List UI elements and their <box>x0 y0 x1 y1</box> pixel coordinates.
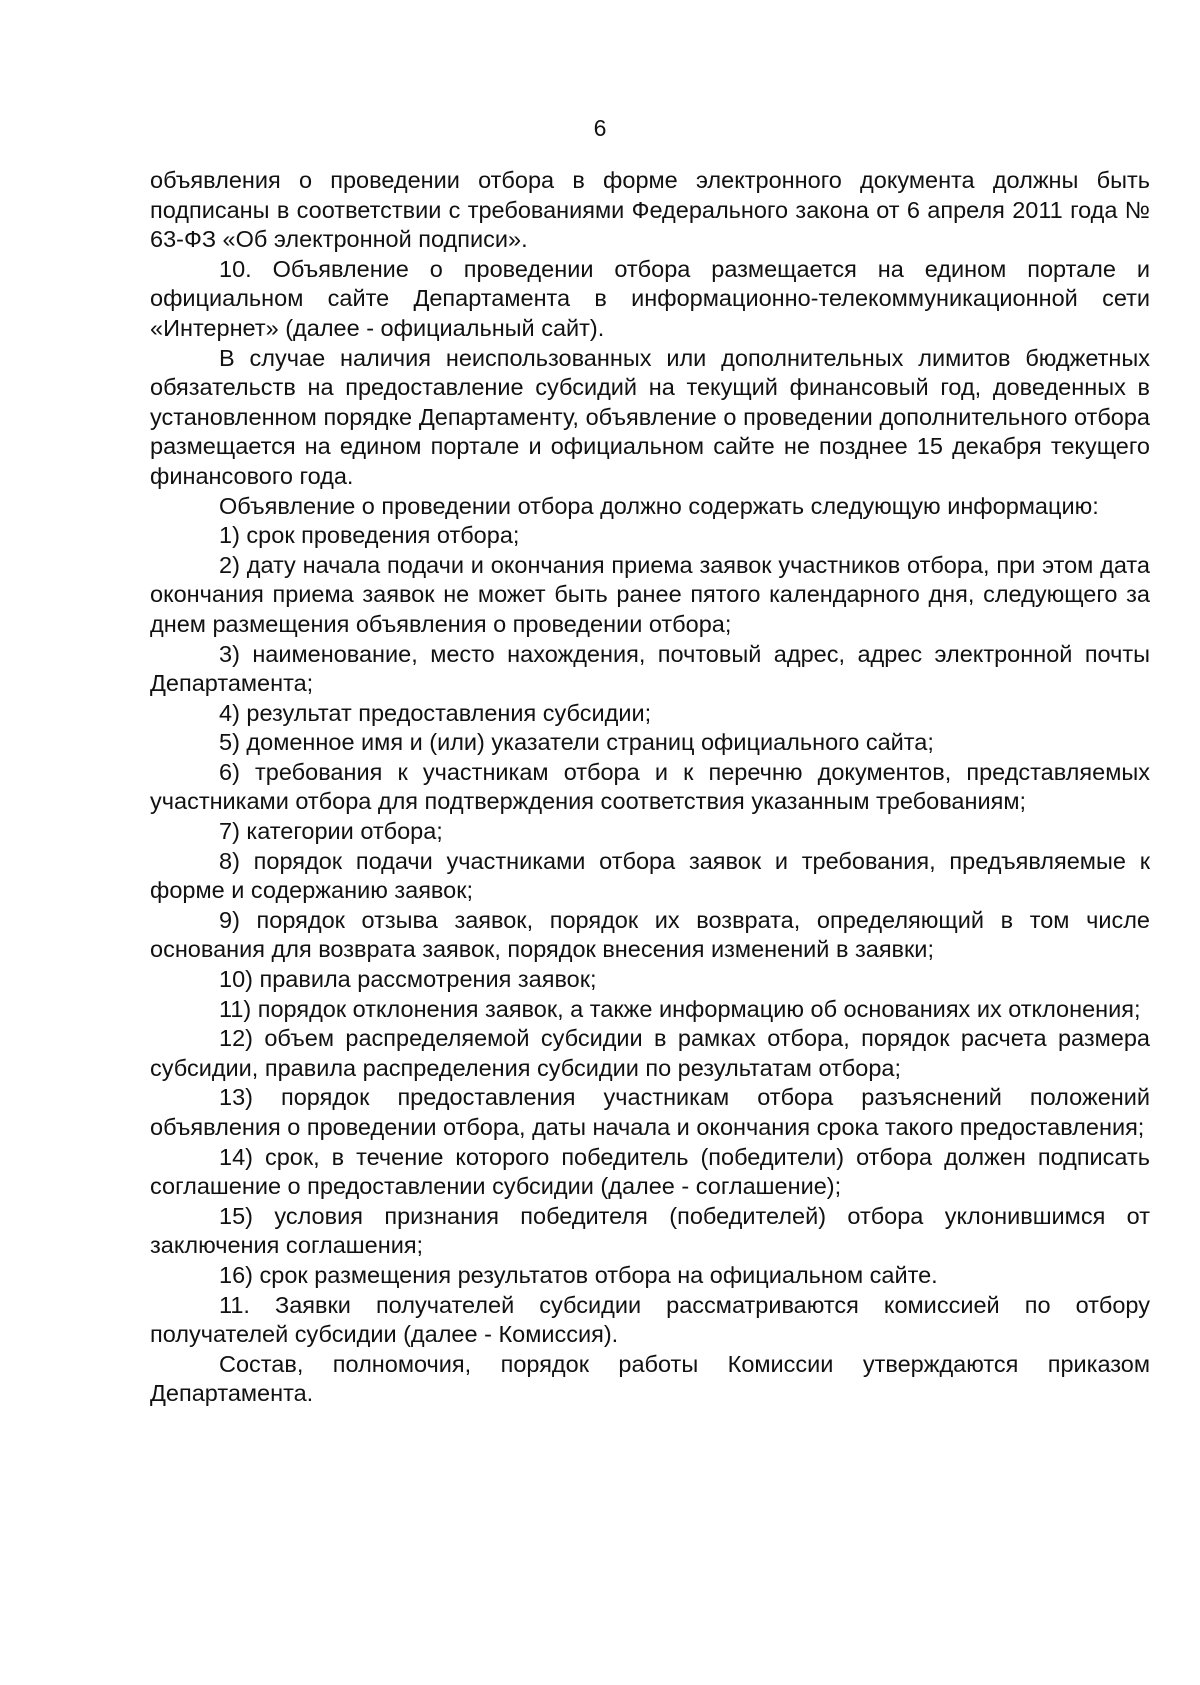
list-item: 10) правила рассмотрения заявок; <box>219 966 597 993</box>
list-item: 1) срок проведения отбора; <box>219 522 520 549</box>
list-item: 11) порядок отклонения заявок, а также информацию об основаниях их отклонения; <box>219 995 1141 1022</box>
document-body <box>150 166 1150 1409</box>
paragraph: 11. Заявки получателей субсидии рассматриваются комиссией по отбору получателей субсидии (далее - Комиссия). <box>150 1291 1150 1348</box>
paragraph: В случае наличия неиспользованных или дополнительных лимитов бюджетных обязательств на предоставление субсидий на текущий финансовый год, доведенных в установленном порядке Департаменту, объявление о проведении дополнительного отбора размещается на едином портале и официальном сайте не позднее 15 декабря текущего финансового года. <box>150 344 1150 489</box>
paragraph: Состав, полномочия, порядок работы Комиссии утверждаются приказом Департамента. <box>150 1350 1150 1407</box>
list-item: 2) дату начала подачи и окончания приема заявок участников отбора, при этом дата окончания приема заявок не может быть ранее пятого календарного дня, следующего за днем размещения объявления о проведении отбора; <box>150 551 1150 637</box>
list-item: 5) доменное имя и (или) указатели страниц официального сайта; <box>219 729 934 756</box>
list-item: 6) требования к участникам отбора и к перечню документов, представляемых участниками отбора для подтверждения соответствия указанным требованиям; <box>150 758 1150 815</box>
list-item: 12) объем распределяемой субсидии в рамках отбора, порядок расчета размера субсидии, правила распределения субсидии по результатам отбора; <box>150 1025 1150 1081</box>
list-item: 9) порядок отзыва заявок, порядок их возврата, определяющий в том числе основания для возврата заявок, порядок внесения изменений в заявки; <box>150 906 1150 963</box>
list-item: 13) порядок предоставления участникам отбора разъяснений положений объявления о проведении отбора, даты начала и окончания срока такого предоставления; <box>150 1084 1150 1140</box>
list-item: 14) срок, в течение которого победитель (победители) отбора должен подписать соглашение о предоставлении субсидии (далее - соглашение); <box>150 1143 1150 1200</box>
list-item: 15) условия признания победителя (победителей) отбора уклонившимся от заключения соглашения; <box>150 1202 1150 1259</box>
list-item: 4) результат предоставления субсидии; <box>219 699 652 726</box>
list-item: 8) порядок подачи участниками отбора заявок и требования, предъявляемые к форме и содержанию заявок; <box>150 847 1150 904</box>
paragraph: Объявление о проведении отбора должно содержать следующую информацию: <box>219 492 1099 519</box>
list-item: 3) наименование, место нахождения, почтовый адрес, адрес электронной почты Департамента; <box>150 640 1150 697</box>
paragraph: объявления о проведении отбора в форме электронного документа должны быть подписаны в соответствии с требованиями Федерального закона от 6 апреля 2011 года № 63-ФЗ «Об электронной подписи». <box>150 167 1150 253</box>
list-item: 7) категории отбора; <box>219 818 443 845</box>
page-number: 6 <box>593 115 607 141</box>
paragraph: 10. Объявление о проведении отбора размещается на едином портале и официальном сайте Департамента в информационно-телекоммуникационной сети «Интернет» (далее - официальный сайт). <box>150 255 1150 341</box>
list-item: 16) срок размещения результатов отбора на официальном сайте. <box>219 1261 938 1288</box>
